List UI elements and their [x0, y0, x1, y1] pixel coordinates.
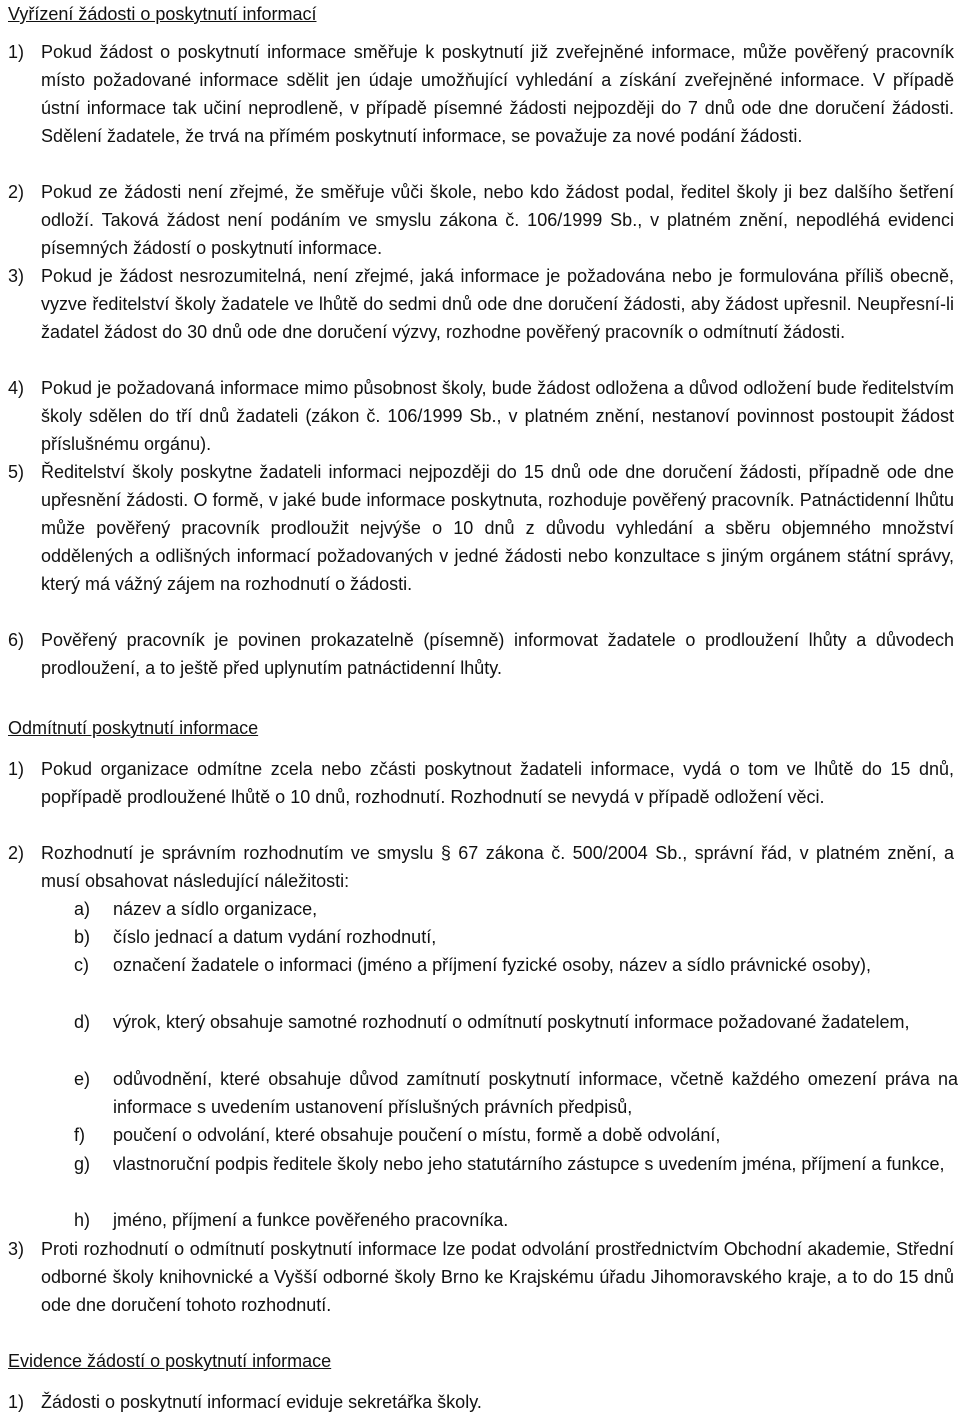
list-item — [8, 262, 954, 346]
item-number: 1) — [8, 759, 25, 779]
sub-item-text: označení žadatele o informaci (jméno a příjmení fyzické osoby, název a sídlo právnické osoby), — [113, 955, 872, 975]
list-item — [8, 1388, 954, 1416]
sub-item-letter: b) — [74, 927, 91, 947]
item-number: 3) — [8, 266, 25, 286]
item-text: Ředitelství školy poskytne žadateli informaci nejpozději do 15 dnů ode dne doručení žádosti, případně ode dne upřesnění žádosti. O formě, v jaké bude informace poskytnuta, rozhoduje pověřený pracovník. Patnáctidenní lhůtu může pověřený pracovník prodloužit nejvýše o 10 dnů z důvodu vyhledání a sběru objemného množství oddělených a odlišných informací požadovaných v jedné žádosti nebo konzultace s jiným orgánem státní správy, který má vážný zájem na rozhodnutí o žádosti. — [41, 462, 954, 594]
section-heading-odmitnuti: Odmítnutí poskytnutí informace — [8, 718, 259, 738]
sub-item-text: poučení o odvolání, které obsahuje poučení o místu, formě a době odvolání, — [113, 1125, 721, 1145]
section-heading-evidence: Evidence žádostí o poskytnutí informace — [8, 1351, 332, 1371]
sub-list-item — [74, 923, 958, 951]
sub-list-item — [74, 1150, 958, 1178]
sub-item-letter: c) — [74, 955, 89, 975]
sub-list-item — [74, 895, 958, 923]
list-item — [8, 626, 954, 682]
item-number: 2) — [8, 182, 25, 202]
item-text: Pokud organizace odmítne zcela nebo zčásti poskytnout žadateli informace, vydá o tom ve lhůtě do 15 dnů, popřípadě prodloužené lhůtě o 10 dnů, rozhodnutí. Rozhodnutí se nevydá v případě odložení věci. — [41, 759, 954, 807]
item-number: 2) — [8, 843, 25, 863]
sub-item-letter: a) — [74, 899, 91, 919]
sub-item-text: název a sídlo organizace, — [113, 899, 318, 919]
list-item — [8, 458, 954, 598]
sub-list-item — [74, 1206, 958, 1234]
item-text: Rozhodnutí je správním rozhodnutím ve smyslu § 67 zákona č. 500/2004 Sb., správní řád, v platném znění, a musí obsahovat následující náležitosti: — [41, 843, 954, 891]
sub-item-letter: h) — [74, 1210, 91, 1230]
item-text: Pokud je žádost nesrozumitelná, není zřejmé, jaká informace je požadována nebo je formulována příliš obecně, vyzve ředitelství školy žadatele ve lhůtě do sedmi dnů ode dne doručení žádosti, aby žádost upřesnil. Neupřesní-li žadatel žádost do 30 dnů ode dne doručení výzvy, rozhodne pověřený pracovník o odmítnutí žádosti. — [41, 266, 954, 342]
sub-list-item — [74, 951, 958, 979]
item-text: Proti rozhodnutí o odmítnutí poskytnutí informace lze podat odvolání prostřednictvím Obchodní akademie, Střední odborné školy knihovnické a Vyšší odborné školy Brno ke Krajskému úřadu Jihomoravského kraje, a to do 15 dnů ode dne doručení tohoto rozhodnutí. — [41, 1239, 954, 1315]
sub-list-item — [74, 1008, 958, 1036]
sub-item-text: vlastnoruční podpis ředitele školy nebo jeho statutárního zástupce s uvedením jména, příjmení a funkce, — [113, 1154, 945, 1174]
list-item — [8, 374, 954, 458]
item-text: Pokud žádost o poskytnutí informace směřuje k poskytnutí již zveřejněné informace, může pověřený pracovník místo požadované informace sdělit jen údaje umožňující vyhledání a získání zveřejněné informace. V případě ústní informace tak učiní neprodleně, v případě písemné žádosti nejpozději do 7 dnů ode dne doručení žádosti. Sdělení žadatele, že trvá na přímém poskytnutí informace, se považuje za nové podání žádosti. — [41, 42, 954, 146]
item-number: 3) — [8, 1239, 25, 1259]
item-number: 1) — [8, 1392, 25, 1412]
sub-list-item — [74, 1065, 958, 1121]
item-text: Žádosti o poskytnutí informací eviduje sekretářka školy. — [41, 1392, 482, 1412]
item-number: 6) — [8, 630, 25, 650]
list-item — [8, 1235, 954, 1319]
sub-item-text: výrok, který obsahuje samotné rozhodnutí o odmítnutí poskytnutí informace požadované žadatelem, — [113, 1012, 910, 1032]
list-item — [8, 839, 954, 895]
list-item — [8, 38, 954, 150]
sub-item-text: číslo jednací a datum vydání rozhodnutí, — [113, 927, 437, 947]
item-text: Pověřený pracovník je povinen prokazatelně (písemně) informovat žadatele o prodloužení lhůty a důvodech prodloužení, a to ještě před uplynutím patnáctidenní lhůty. — [41, 630, 954, 678]
sub-item-letter: g) — [74, 1154, 91, 1174]
sub-item-text: jméno, příjmení a funkce pověřeného pracovníka. — [113, 1210, 509, 1230]
section-heading-vyrizeni: Vyřízení žádosti o poskytnutí informací — [8, 4, 317, 24]
item-number: 1) — [8, 42, 25, 62]
list-item — [8, 178, 954, 262]
sub-item-letter: d) — [74, 1012, 91, 1032]
sub-item-letter: f) — [74, 1125, 85, 1145]
sub-item-letter: e) — [74, 1069, 91, 1089]
item-number: 5) — [8, 462, 25, 482]
item-number: 4) — [8, 378, 25, 398]
item-text: Pokud je požadovaná informace mimo působnost školy, bude žádost odložena a důvod odložení bude ředitelstvím školy sdělen do tří dnů žadateli (zákon č. 106/1999 Sb., v platném znění, nestanoví povinnost postoupit žádost příslušnému orgánu). — [41, 378, 954, 454]
list-item — [8, 755, 954, 811]
sub-list-item — [74, 1121, 958, 1149]
sub-item-text: odůvodnění, které obsahuje důvod zamítnutí poskytnutí informace, včetně každého omezení práva na informace s uvedením ustanovení příslušných právních předpisů, — [113, 1069, 958, 1117]
item-text: Pokud ze žádosti není zřejmé, že směřuje vůči škole, nebo kdo žádost podal, ředitel školy ji bez dalšího šetření odloží. Taková žádost není podáním ve smyslu zákona č. 106/1999 Sb., v platném znění, nepodléhá evidenci písemných žádostí o poskytnutí informace. — [41, 182, 954, 258]
